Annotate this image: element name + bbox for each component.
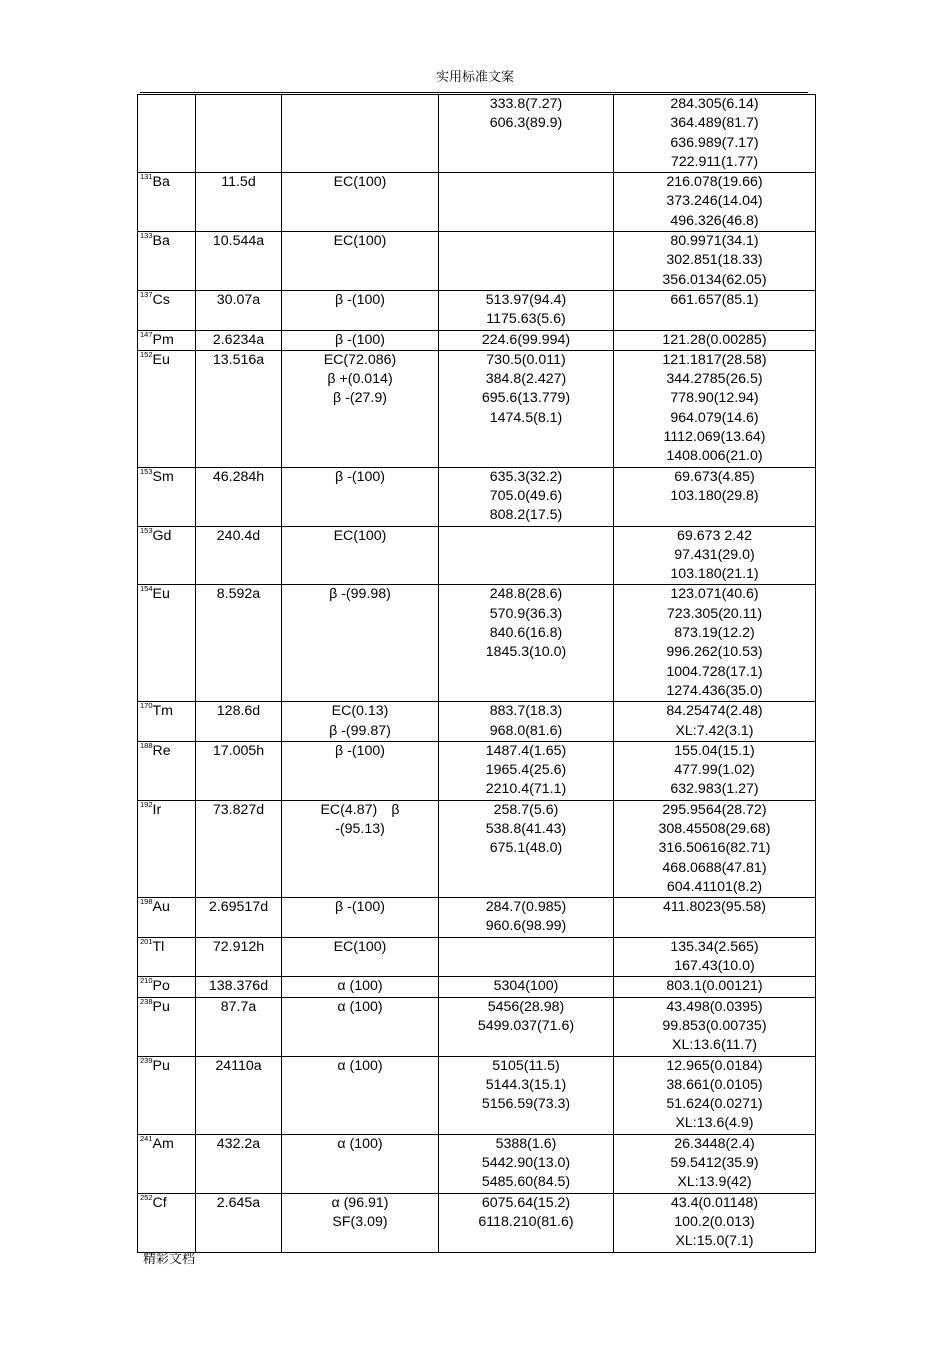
half-life-cell (196, 526, 282, 585)
mass-number: 170 (140, 701, 153, 711)
mass-number: 153 (140, 466, 153, 476)
gamma-energy-cell (614, 702, 816, 742)
half-life-cell (196, 937, 282, 977)
decay-mode-line: α (100) (337, 978, 383, 995)
half-life-value: 2.6234a (212, 331, 265, 348)
decay-mode-line: α (100) (337, 1135, 383, 1152)
gamma-energy-line: 778.90(12.94) (670, 390, 759, 407)
gamma-energy-line: 477.99(1.02) (674, 762, 755, 779)
table-row (138, 232, 816, 291)
particle-energy-line: 635.3(32.2) (489, 468, 563, 485)
gamma-energy-line: 43.498(0.0395) (666, 998, 763, 1015)
element-symbol: Am (152, 1135, 174, 1152)
decay-mode-line: EC(0.13) (331, 703, 389, 720)
gamma-energy-line: 873.19(12.2) (674, 625, 755, 642)
gamma-energy-line: 103.180(29.8) (670, 487, 759, 504)
particle-energy-line: 5442.90(13.0) (481, 1155, 571, 1172)
half-life-value: 30.07a (216, 291, 261, 308)
element-symbol: Tm (152, 703, 174, 720)
header-rule (140, 92, 808, 93)
gamma-energy-line: 284.305(6.14) (670, 96, 759, 112)
gamma-energy-line: 100.2(0.013) (674, 1213, 755, 1230)
half-life-cell (196, 997, 282, 1056)
particle-energy-line: 5156.59(73.3) (481, 1096, 571, 1113)
decay-mode-line: β -(99.98) (329, 586, 391, 603)
particle-energy-line: 5144.3(15.1) (485, 1076, 567, 1093)
element-symbol: Pu (152, 998, 170, 1015)
particle-energy-cell (439, 350, 614, 467)
gamma-energy-line: 604.41101(8.2) (666, 878, 763, 895)
gamma-energy-line: 1274.436(35.0) (666, 682, 763, 699)
half-life-value: 24110a (215, 1057, 262, 1074)
element-symbol: Po (152, 978, 170, 995)
particle-energy-cell (439, 898, 614, 938)
gamma-energy-line: 411.8023(95.58) (662, 899, 767, 916)
particle-energy-line: 1965.4(25.6) (485, 762, 567, 779)
gamma-energy-line: 722.911(1.77) (670, 153, 759, 170)
decay-mode-cell (282, 232, 439, 291)
gamma-energy-line: XL:15.0(7.1) (675, 1233, 754, 1250)
gamma-energy-line: 964.079(14.6) (670, 409, 759, 426)
gamma-energy-line: 1004.728(17.1) (666, 663, 763, 680)
gamma-energy-line: 97.431(29.0) (674, 546, 755, 563)
gamma-energy-line: 316.50616(82.71) (658, 840, 771, 857)
particle-energy-line: 1175.63(5.6) (486, 311, 566, 328)
decay-mode-cell (282, 898, 439, 938)
nuclide-cell (138, 232, 196, 291)
half-life-value: 240.4d (216, 527, 261, 544)
nuclide-cell (138, 330, 196, 350)
particle-energy-line: 6075.64(15.2) (481, 1194, 571, 1211)
half-life-cell (196, 741, 282, 800)
gamma-energy-line: 155.04(15.1) (674, 742, 755, 759)
decay-mode-cell (282, 585, 439, 702)
particle-energy-cell (439, 800, 614, 897)
particle-energy-cell (439, 290, 614, 330)
nuclide-cell (138, 526, 196, 585)
gamma-energy-line: 661.657(85.1) (670, 291, 759, 308)
particle-energy-line: 2210.4(71.1) (485, 781, 567, 798)
particle-energy-line: 705.0(49.6) (489, 487, 563, 504)
gamma-energy-line: 167.43(10.0) (674, 958, 755, 975)
gamma-energy-cell (614, 350, 816, 467)
gamma-energy-line: 295.9564(28.72) (662, 801, 767, 818)
particle-energy-cell (439, 330, 614, 350)
particle-energy-cell (439, 1134, 614, 1193)
gamma-energy-line: 123.071(40.6) (670, 586, 759, 603)
decay-mode-line: EC(100) (333, 233, 387, 250)
gamma-energy-line: XL:13.6(11.7) (672, 1037, 757, 1054)
particle-energy-line: 5388(1.6) (495, 1135, 557, 1152)
half-life-value: 13.516a (212, 351, 265, 368)
half-life-value: 10.544a (212, 233, 265, 250)
decay-mode-cell (282, 741, 439, 800)
gamma-energy-cell (614, 173, 816, 232)
particle-energy-line: 513.97(94.4) (485, 291, 567, 308)
gamma-energy-cell (614, 290, 816, 330)
mass-number: 198 (140, 897, 153, 907)
table-row (138, 977, 816, 997)
element-symbol: Ba (152, 233, 170, 250)
gamma-energy-cell (614, 330, 816, 350)
gamma-energy-line: 216.078(19.66) (666, 174, 763, 191)
mass-number: 153 (140, 525, 153, 535)
gamma-energy-line: 103.180(21.1) (670, 566, 759, 583)
table-row (138, 467, 816, 526)
table-row (138, 800, 816, 897)
table-row (138, 173, 816, 232)
gamma-energy-line: 1112.069(13.64) (663, 429, 766, 446)
decay-mode-line: α (100) (337, 1057, 383, 1074)
table-row (138, 1193, 816, 1252)
mass-number: 147 (140, 329, 153, 339)
mass-number: 137 (140, 289, 153, 299)
particle-energy-line: 883.7(18.3) (489, 703, 563, 720)
decay-mode-cell (282, 800, 439, 897)
gamma-energy-line: 84.25474(2.48) (666, 703, 763, 720)
half-life-value: 432.2a (216, 1135, 261, 1152)
table-row (138, 937, 816, 977)
decay-mode-line: EC(100) (333, 174, 387, 191)
decay-mode-line: β -(100) (335, 742, 385, 759)
gamma-energy-line: 69.673(4.85) (674, 468, 755, 485)
gamma-energy-cell (614, 232, 816, 291)
element-symbol: Cf (152, 1194, 167, 1211)
mass-number: 154 (140, 584, 153, 594)
particle-energy-line: 248.8(28.6) (489, 586, 563, 603)
half-life-cell (196, 800, 282, 897)
nuclide-cell (138, 937, 196, 977)
table-row (138, 702, 816, 742)
particle-energy-line: 224.6(99.994) (481, 331, 571, 348)
particle-energy-line: 5105(11.5) (492, 1057, 560, 1074)
decay-mode-cell (282, 937, 439, 977)
decay-mode-cell (282, 997, 439, 1056)
particle-energy-line: 5456(28.98) (487, 998, 565, 1015)
table-row (138, 898, 816, 938)
table-row (138, 1056, 816, 1134)
half-life-cell (196, 173, 282, 232)
element-symbol: Eu (152, 586, 170, 603)
gamma-energy-line: 496.326(46.8) (670, 212, 759, 229)
particle-energy-line: 1845.3(10.0) (485, 644, 567, 661)
half-life-cell (196, 350, 282, 467)
gamma-energy-line: XL:13.9(42) (677, 1174, 752, 1191)
particle-energy-cell (439, 741, 614, 800)
decay-mode-line: β +(0.014) (327, 371, 393, 388)
gamma-energy-line: 803.1(0.00121) (666, 978, 763, 995)
decay-mode-line: β -(100) (335, 291, 385, 308)
particle-energy-line: 968.0(81.6) (489, 722, 563, 739)
mass-number: 133 (140, 231, 153, 241)
decay-mode-cell (282, 95, 439, 173)
table-body (138, 95, 816, 1253)
decay-mode-line: EC(100) (333, 527, 387, 544)
gamma-energy-cell (614, 1056, 816, 1134)
half-life-cell (196, 95, 282, 173)
gamma-energy-line: 12.965(0.0184) (666, 1057, 763, 1074)
nuclide-cell (138, 800, 196, 897)
half-life-cell (196, 585, 282, 702)
gamma-energy-line: 38.661(0.0105) (666, 1076, 763, 1093)
particle-energy-cell (439, 232, 614, 291)
particle-energy-cell (439, 702, 614, 742)
gamma-energy-line: 723.305(20.11) (666, 605, 763, 622)
table-row (138, 95, 816, 173)
nuclide-cell (138, 997, 196, 1056)
nuclide-cell (138, 173, 196, 232)
particle-energy-line: 1487.4(1.65) (485, 742, 567, 759)
table-row (138, 350, 816, 467)
mass-number: 131 (140, 172, 153, 182)
half-life-value: 2.645a (216, 1194, 261, 1211)
gamma-energy-cell (614, 526, 816, 585)
particle-energy-cell (439, 95, 614, 173)
table-row (138, 585, 816, 702)
table-row (138, 526, 816, 585)
half-life-cell (196, 977, 282, 997)
gamma-energy-line: 636.989(7.17) (670, 134, 759, 151)
particle-energy-cell (439, 977, 614, 997)
decay-mode-cell (282, 290, 439, 330)
half-life-cell (196, 898, 282, 938)
element-symbol: Gd (152, 527, 172, 544)
decay-mode-cell (282, 702, 439, 742)
particle-energy-cell (439, 526, 614, 585)
particle-energy-line: 384.8(2.427) (485, 371, 567, 388)
particle-energy-line: 284.7(0.985) (485, 899, 567, 916)
decay-mode-line: -(95.13) (335, 820, 385, 837)
nuclide-cell (138, 977, 196, 997)
particle-energy-line: 695.6(13.779) (481, 390, 571, 407)
decay-mode-cell (282, 173, 439, 232)
gamma-energy-line: 80.9971(34.1) (670, 233, 759, 250)
mass-number: 152 (140, 349, 153, 359)
table-row (138, 290, 816, 330)
element-symbol: Tl (152, 938, 165, 955)
gamma-energy-cell (614, 977, 816, 997)
mass-number: 192 (140, 799, 153, 809)
gamma-energy-cell (614, 937, 816, 977)
nuclide-cell (138, 467, 196, 526)
particle-energy-line: 258.7(5.6) (493, 801, 559, 818)
gamma-energy-line: 364.489(81.7) (670, 115, 759, 132)
particle-energy-line: 840.6(16.8) (489, 625, 563, 642)
gamma-energy-line: 51.624(0.0271) (666, 1096, 763, 1113)
element-symbol: Ir (152, 801, 162, 818)
particle-energy-line: 808.2(17.5) (489, 507, 563, 524)
gamma-energy-line: 69.673 2.42 (677, 527, 752, 544)
gamma-energy-cell (614, 800, 816, 897)
gamma-energy-cell (614, 585, 816, 702)
gamma-energy-cell (614, 1134, 816, 1193)
half-life-value: 87.7a (220, 998, 257, 1015)
mass-number: 210 (140, 976, 153, 986)
decay-mode-line: β -(100) (335, 468, 385, 485)
particle-energy-line: 730.5(0.011) (486, 351, 566, 368)
gamma-energy-cell (614, 95, 816, 173)
element-symbol: Eu (152, 351, 170, 368)
gamma-energy-line: 135.34(2.565) (670, 938, 759, 955)
gamma-energy-cell (614, 898, 816, 938)
mass-number: 238 (140, 996, 153, 1006)
mass-number: 239 (140, 1055, 153, 1065)
gamma-energy-line: 99.853(0.00735) (662, 1017, 767, 1034)
element-symbol: Ba (152, 174, 170, 191)
gamma-energy-line: XL:13.6(4.9) (675, 1115, 754, 1132)
particle-energy-line: 1474.5(8.1) (489, 409, 563, 426)
gamma-energy-line: 344.2785(26.5) (666, 371, 763, 388)
page-header: 实用标准文案 (435, 69, 514, 84)
half-life-value: 11.5d (221, 174, 256, 191)
gamma-energy-line: 373.246(14.04) (666, 193, 763, 210)
particle-energy-line: 606.3(89.9) (489, 115, 563, 132)
particle-energy-line: 960.6(98.99) (485, 918, 567, 935)
element-symbol: Re (152, 742, 171, 759)
particle-energy-cell (439, 585, 614, 702)
particle-energy-cell (439, 997, 614, 1056)
decay-mode-cell (282, 1193, 439, 1252)
gamma-energy-line: 468.0688(47.81) (662, 859, 767, 876)
nuclide-cell (138, 350, 196, 467)
decay-mode-line: β -(100) (335, 899, 385, 916)
nuclide-cell (138, 1193, 196, 1252)
gamma-energy-cell (614, 741, 816, 800)
gamma-energy-line: 308.45508(29.68) (658, 820, 771, 837)
gamma-energy-line: 1408.006(21.0) (666, 448, 763, 465)
decay-mode-line: α (96.91) (331, 1194, 389, 1211)
mass-number: 201 (140, 936, 153, 946)
nuclide-cell (138, 1056, 196, 1134)
mass-number: 241 (140, 1133, 153, 1143)
table-row (138, 330, 816, 350)
half-life-value: 2.69517d (208, 899, 269, 916)
gamma-energy-line: 121.28(0.00285) (662, 331, 767, 348)
gamma-energy-line: 302.851(18.33) (666, 252, 763, 269)
table-row (138, 741, 816, 800)
nuclide-cell (138, 741, 196, 800)
gamma-energy-cell (614, 997, 816, 1056)
gamma-energy-line: 121.1817(28.58) (662, 351, 767, 368)
gamma-energy-line: 632.983(1.27) (670, 781, 759, 798)
decay-mode-line: β -(99.87) (329, 722, 391, 739)
decay-mode-line: EC(4.87) β (320, 801, 400, 818)
gamma-energy-line: XL:7.42(3.1) (675, 722, 754, 739)
particle-energy-line: 5304(100) (493, 978, 559, 995)
nuclide-cell (138, 290, 196, 330)
mass-number: 252 (140, 1192, 153, 1202)
half-life-cell (196, 467, 282, 526)
half-life-value: 46.284h (212, 468, 265, 485)
nuclide-cell (138, 1134, 196, 1193)
half-life-cell (196, 290, 282, 330)
gamma-energy-line: 356.0134(62.05) (662, 271, 767, 288)
half-life-value: 72.912h (212, 938, 265, 955)
decay-mode-line: EC(100) (333, 938, 387, 955)
half-life-cell (196, 232, 282, 291)
decay-mode-cell (282, 526, 439, 585)
particle-energy-cell (439, 1056, 614, 1134)
half-life-cell (196, 1056, 282, 1134)
nuclide-cell (138, 585, 196, 702)
half-life-value: 138.376d (208, 978, 269, 995)
decay-mode-line: SF(3.09) (332, 1213, 388, 1230)
gamma-energy-line: 59.5412(35.9) (670, 1155, 759, 1172)
element-symbol: Cs (152, 291, 170, 308)
element-symbol: Pu (152, 1057, 170, 1074)
nuclide-table (137, 94, 816, 1253)
decay-mode-cell (282, 467, 439, 526)
element-symbol: Au (152, 899, 170, 916)
particle-energy-line: 333.8(7.27) (489, 96, 563, 112)
decay-mode-line: EC(72.086) (323, 351, 397, 368)
page-footer: 精彩文档 (143, 1251, 196, 1266)
particle-energy-line: 538.8(41.43) (485, 820, 567, 837)
mass-number: 188 (140, 740, 153, 750)
table-row (138, 997, 816, 1056)
half-life-value: 8.592a (216, 586, 261, 603)
decay-mode-cell (282, 1056, 439, 1134)
gamma-energy-line: 43.4(0.01148) (670, 1194, 759, 1211)
decay-mode-cell (282, 1134, 439, 1193)
decay-mode-cell (282, 350, 439, 467)
particle-energy-cell (439, 1193, 614, 1252)
half-life-cell (196, 330, 282, 350)
particle-energy-cell (439, 467, 614, 526)
table-row (138, 1134, 816, 1193)
half-life-value: 17.005h (212, 742, 265, 759)
half-life-cell (196, 1193, 282, 1252)
gamma-energy-cell (614, 1193, 816, 1252)
particle-energy-cell (439, 937, 614, 977)
decay-mode-line: β -(100) (335, 331, 385, 348)
decay-mode-line: β -(27.9) (333, 390, 387, 407)
gamma-energy-line: 26.3448(2.4) (674, 1135, 755, 1152)
half-life-cell (196, 702, 282, 742)
half-life-value: 128.6d (216, 703, 261, 720)
element-symbol: Sm (152, 468, 174, 485)
nuclide-cell (138, 702, 196, 742)
half-life-value: 73.827d (212, 801, 265, 818)
gamma-energy-cell (614, 467, 816, 526)
nuclide-cell (138, 95, 196, 173)
half-life-cell (196, 1134, 282, 1193)
particle-energy-line: 6118.210(81.6) (478, 1213, 574, 1230)
nuclide-cell (138, 898, 196, 938)
particle-energy-line: 5485.60(84.5) (481, 1174, 571, 1191)
decay-mode-cell (282, 330, 439, 350)
particle-energy-line: 5499.037(71.6) (477, 1017, 575, 1034)
decay-mode-cell (282, 977, 439, 997)
decay-mode-line: α (100) (337, 998, 383, 1015)
element-symbol: Pm (152, 331, 174, 348)
particle-energy-cell (439, 173, 614, 232)
particle-energy-line: 675.1(48.0) (489, 840, 563, 857)
particle-energy-line: 570.9(36.3) (489, 605, 563, 622)
gamma-energy-line: 996.262(10.53) (666, 644, 763, 661)
